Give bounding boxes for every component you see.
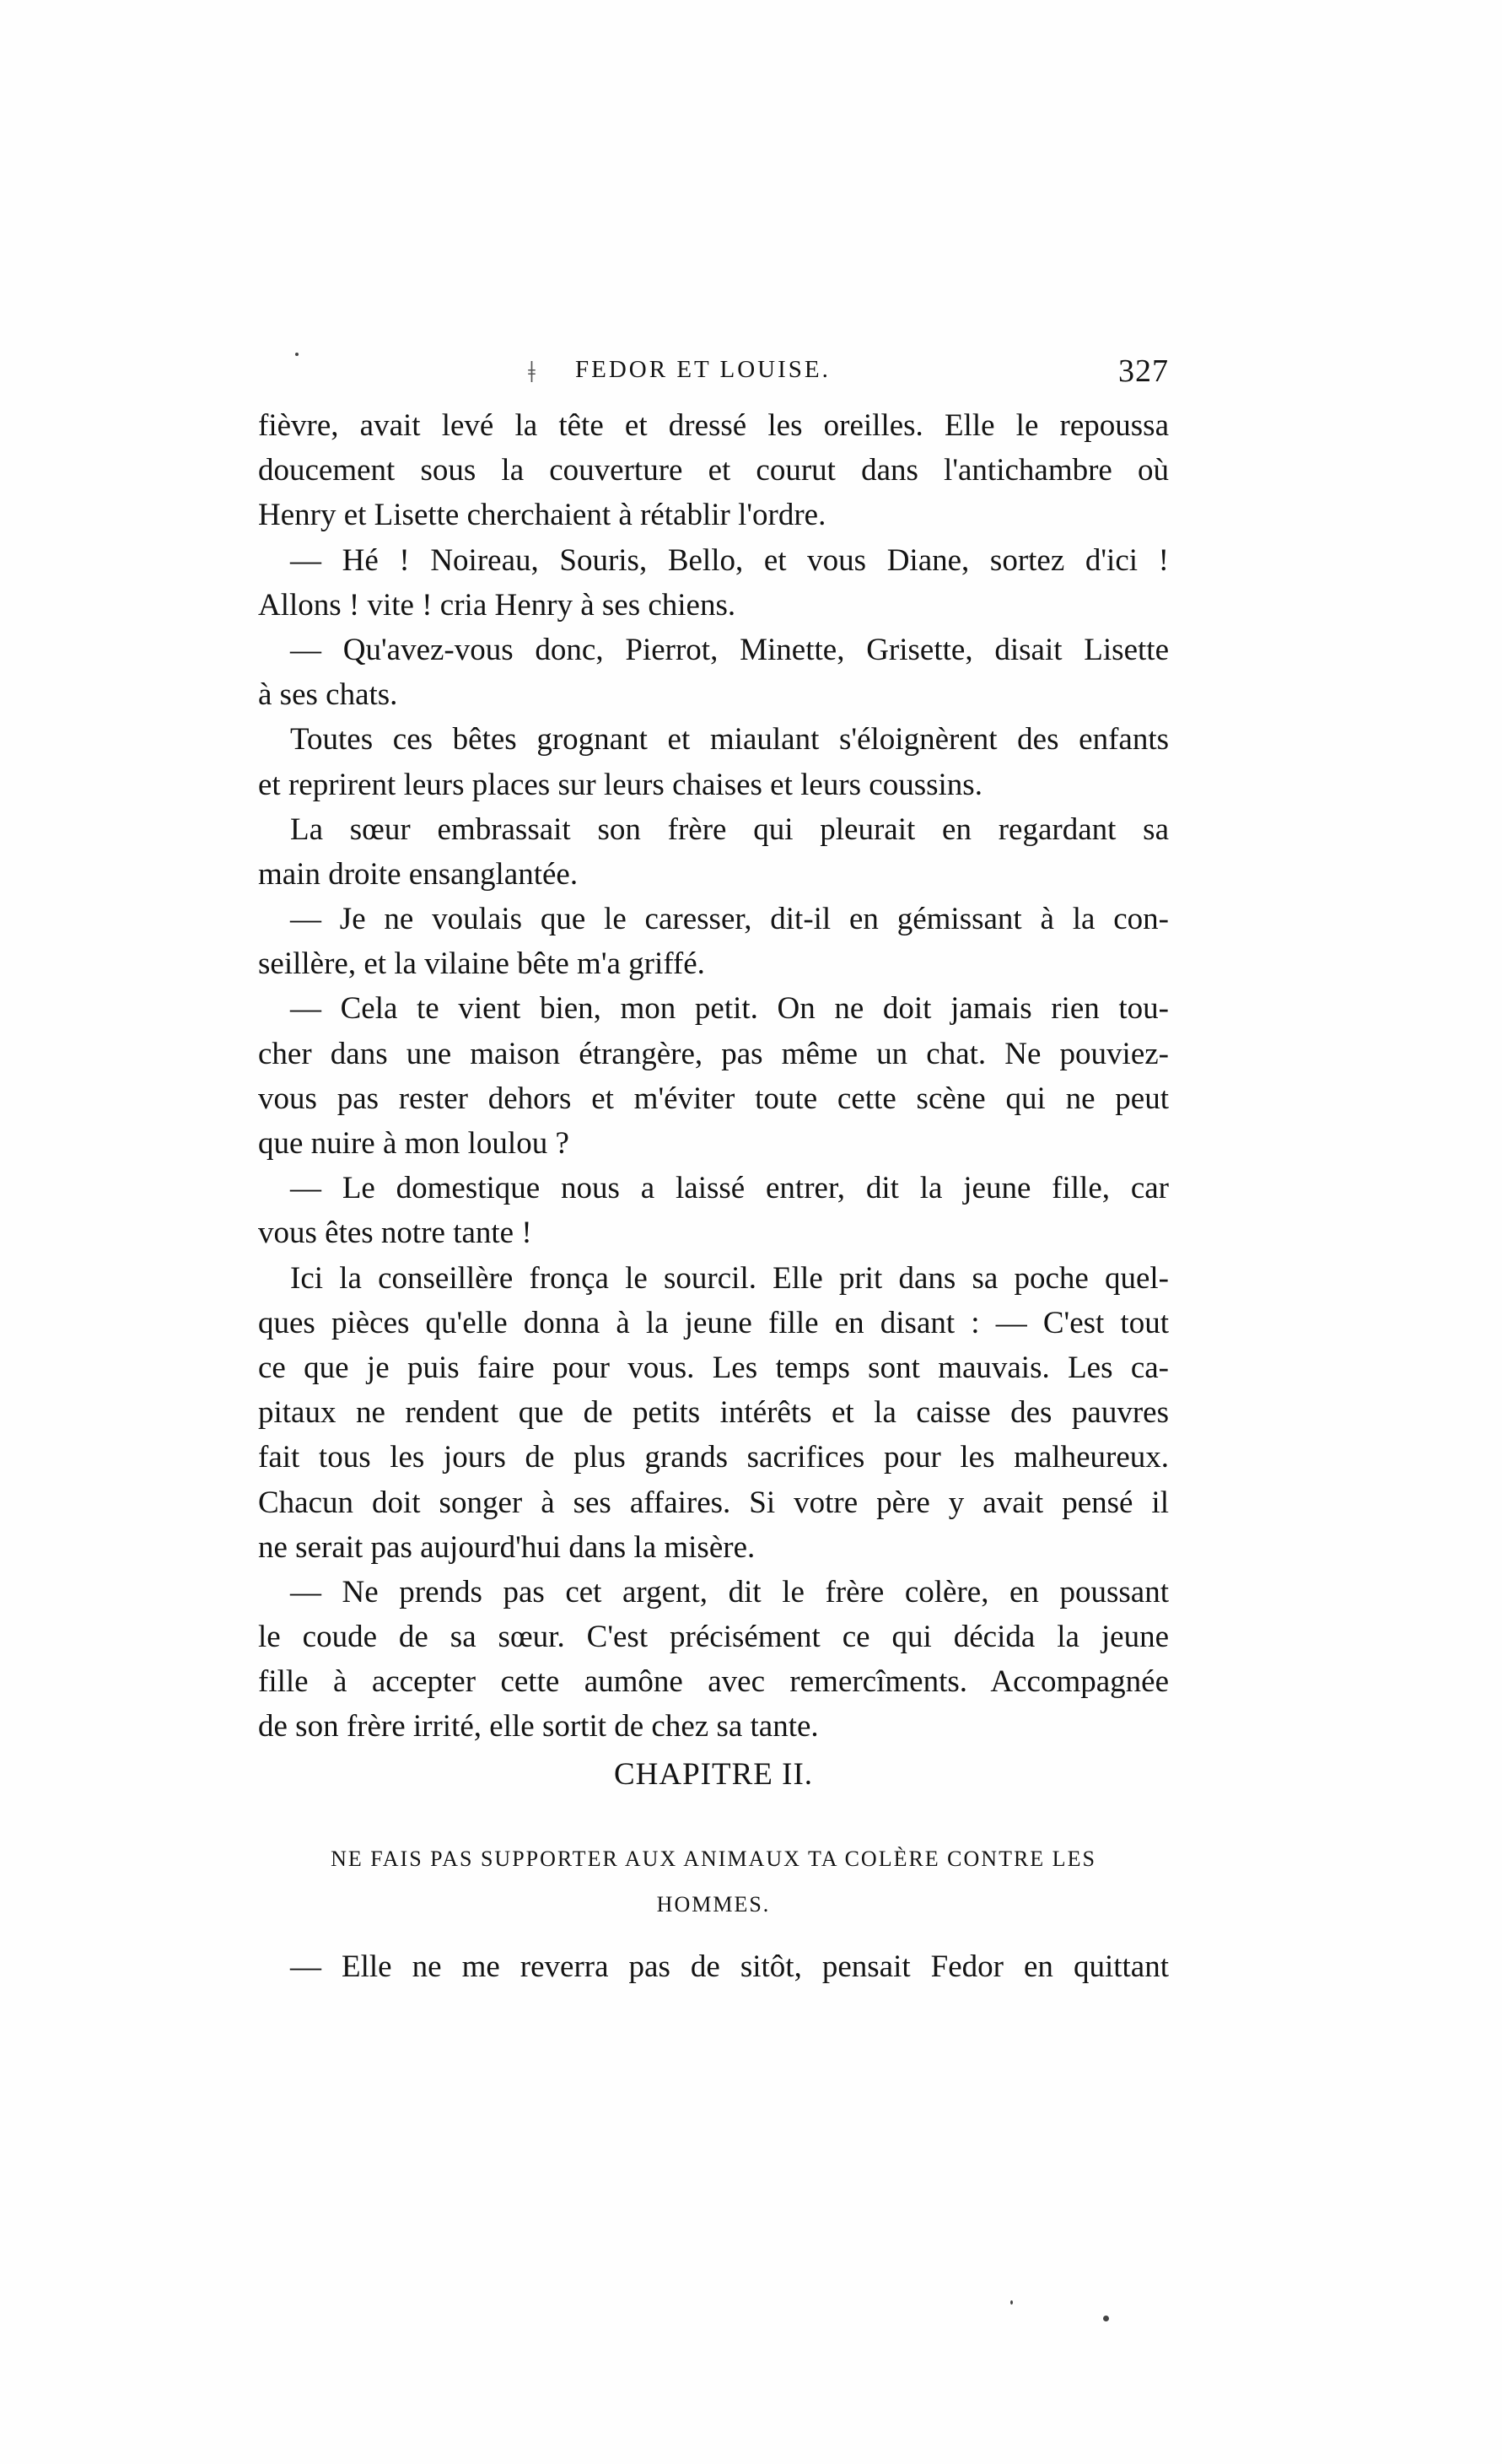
text-line: — Cela te vient bien, mon petit. On ne doit jamais rien tou-	[290, 991, 1169, 1027]
text-line: Allons ! vite ! cria Henry à ses chiens.	[258, 587, 736, 623]
text-line: fille à accepter cette aumône avec remercîments. Accompagnée	[258, 1664, 1169, 1700]
paper-speck	[1103, 2316, 1109, 2321]
text-line: pitaux ne rendent que de petits intérêts et la caisse des pauvres	[258, 1395, 1169, 1431]
chapter-subtitle-line-1: NE FAIS PAS SUPPORTER AUX ANIMAUX TA COLÈRE CONTRE LES	[331, 1847, 1096, 1871]
text-line: et reprirent leurs places sur leurs chaises et leurs coussins.	[258, 767, 982, 802]
text-line: main droite ensanglantée.	[258, 856, 579, 892]
text-line: fièvre, avait levé la tête et dressé les oreilles. Elle le repoussa	[258, 408, 1169, 443]
text-line: ques pièces qu'elle donna à la jeune fille en disant : — C'est tout	[258, 1305, 1169, 1340]
text-line: — Qu'avez-vous donc, Pierrot, Minette, Grisette, disait Lisette	[290, 632, 1169, 667]
text-line: — Ne prends pas cet argent, dit le frère colère, en poussant	[290, 1574, 1169, 1609]
text-line: vous pas rester dehors et m'éviter toute cette scène qui ne peut	[258, 1081, 1169, 1116]
text-line: — Hé ! Noireau, Souris, Bello, et vous Diane, sortez d'ici !	[290, 542, 1169, 578]
text-line: — Je ne voulais que le caresser, dit-il en gémissant à la con-	[290, 902, 1169, 937]
running-title: FEDOR ET LOUISE.	[575, 356, 831, 383]
text-line: fait tous les jours de plus grands sacrifices pour les malheureux.	[258, 1440, 1169, 1475]
text-line: de son frère irrité, elle sortit de chez sa tante.	[258, 1709, 819, 1744]
body-text	[258, 403, 1169, 1750]
text-line: ce que je puis faire pour vous. Les temps sont mauvais. Les ca-	[258, 1350, 1169, 1385]
chapter-first-line	[258, 1944, 1169, 1989]
text-line: que nuire à mon loulou ?	[258, 1126, 569, 1161]
text-line: Toutes ces bêtes grognant et miaulant s'éloignèrent des enfants	[290, 722, 1169, 758]
text-line: — Elle ne me reverra pas de sitôt, pensait Fedor en quittant	[290, 1949, 1169, 1984]
text-line: — Le domestique nous a laissé entrer, dit la jeune fille, car	[290, 1171, 1169, 1206]
text-line: Ici la conseillère fronça le sourcil. Elle prit dans sa poche quel-	[290, 1260, 1169, 1296]
paper-speck	[1010, 2300, 1013, 2305]
text-line: vous êtes notre tante !	[258, 1216, 532, 1251]
text-line: cher dans une maison étrangère, pas même un chat. Ne pouviez-	[258, 1036, 1169, 1071]
text-line: La sœur embrassait son frère qui pleurait en regardant sa	[290, 811, 1169, 847]
chapter-subtitle-line-2: HOMMES.	[656, 1892, 771, 1917]
text-line: ne serait pas aujourd'hui dans la misère.	[258, 1529, 756, 1565]
text-line: seillère, et la vilaine bête m'a griffé.	[258, 946, 705, 982]
text-line: Henry et Lisette cherchaient à rétablir l'ordre.	[258, 498, 826, 533]
paper-speck	[295, 353, 299, 356]
chapter-subtitle	[258, 1836, 1169, 1928]
page-header	[258, 353, 1169, 395]
text-line: à ses chats.	[258, 677, 398, 713]
text-line: doucement sous la couverture et courut dans l'antichambre où	[258, 453, 1169, 488]
printer-mark: ǂ	[528, 355, 536, 389]
text-line: le coude de sa sœur. C'est précisément ce qui décida la jeune	[258, 1620, 1169, 1655]
page-number: 327	[1118, 353, 1169, 389]
text-line: Chacun doit songer à ses affaires. Si votre père y avait pensé il	[258, 1485, 1169, 1520]
chapter-title: CHAPITRE II.	[613, 1757, 814, 1792]
